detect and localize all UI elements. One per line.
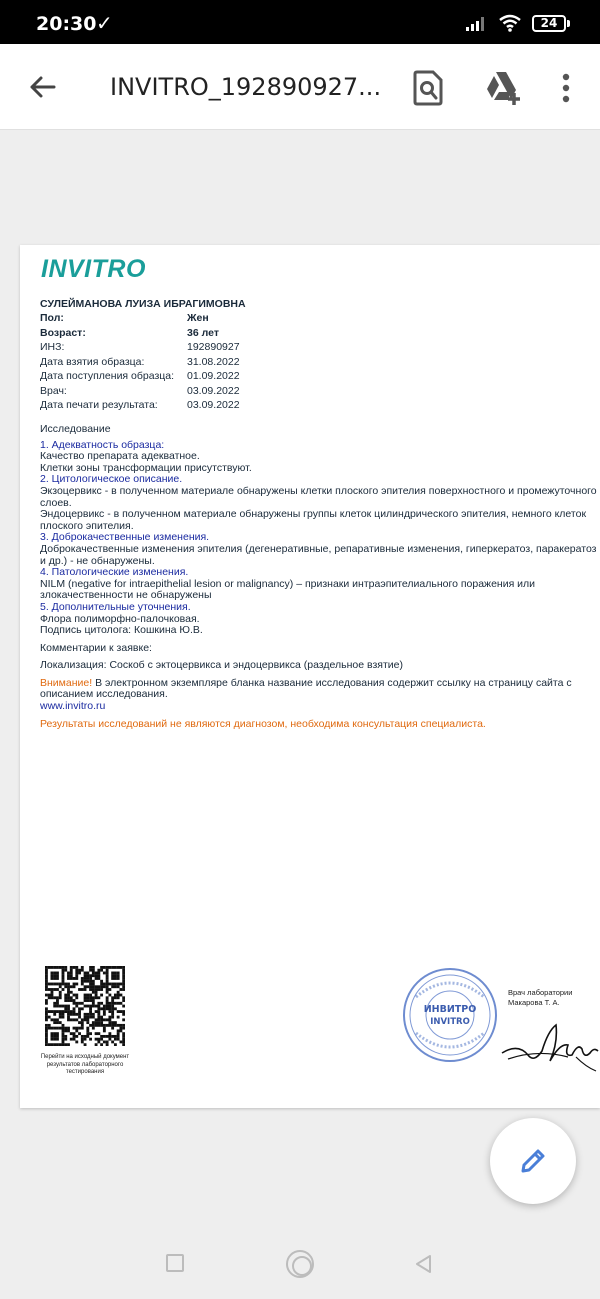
field-label: Дата печати результата: [40,399,158,411]
status-icons [466,14,570,32]
section-heading: 3. Доброкачественные изменения. [40,531,210,544]
status-time: 20:30 [36,13,97,35]
section-heading: 5. Дополнительные уточнения. [40,600,191,613]
section-heading: 1. Адекватность образца: [40,438,165,451]
field-row [40,326,380,341]
doctor-title: Врач лаборатории [508,988,573,997]
add-to-drive-button[interactable] [482,68,522,108]
patient-info [40,298,380,413]
add-to-drive-icon [482,68,522,108]
back-arrow-icon [22,67,62,107]
wifi-icon [498,14,522,32]
document-page [20,245,600,1108]
document-title: INVITRO_192890927... [110,73,382,101]
doctor-signature [498,1013,600,1073]
section-heading: 2. Цитологическое описание. [40,473,183,486]
field-value: Жен [187,312,209,324]
field-label: Врач: [40,384,67,397]
stamp-text: ИНВИТРО [423,1004,477,1015]
section-line: Доброкачественные изменения эпителия (дегенеративные, репаративные изменения, гиперкератоз, паракератоз и др.) - не обнаружены. [40,542,597,567]
field-row [40,398,380,413]
recent-apps-button[interactable] [166,1254,184,1272]
section-line: Качество препарата адекватное. [40,450,200,463]
field-row [40,311,380,326]
section-line: Экзоцервикс - в полученном материале обнаружены клетки плоского эпителия поверхностного и промежуточного слоев. [40,484,597,509]
qr-block [40,966,130,1077]
battery-level: 24 [532,15,566,32]
signal-icon [466,15,488,31]
stamp-text-latin: INVITRO [430,1017,470,1027]
field-label: Пол: [40,312,64,324]
study-label: Исследование [40,423,111,435]
patient-name: СУЛЕЙМАНОВА ЛУИЗА ИБРАГИМОВНА [40,298,246,310]
check-icon: ✓ [96,13,113,35]
qr-code[interactable] [45,966,125,1046]
localization: Локализация: Соскоб с эктоцервикса и эндоцервикса (раздельное взятие) [40,659,403,672]
edit-fab-button[interactable] [490,1118,576,1204]
field-row [40,355,380,370]
field-row [40,384,380,399]
more-vert-icon [552,68,580,108]
field-value: 01.09.2022 [187,370,240,382]
comments-label: Комментарии к заявке: [40,641,152,654]
attention-note [40,678,600,701]
website-link[interactable]: www.invitro.ru [40,700,106,713]
field-label: Дата поступления образца: [40,370,175,382]
battery-icon [532,15,570,32]
field-value: 03.09.2022 [187,399,240,411]
attention-word: Внимание! [40,676,93,689]
lab-stamp [402,967,498,1063]
field-value: 36 лет [187,326,219,339]
doctor-info [508,988,572,1008]
field-row [40,340,380,355]
field-row [40,369,380,384]
section-line: Подпись цитолога: Кошкина Ю.В. [40,624,203,637]
status-bar [0,0,600,44]
qr-caption: Перейти на исходный документ результатов лабораторного тестирования [40,1054,130,1075]
disclaimer: Результаты исследований не являются диагнозом, необходима консультация специалиста. [40,717,486,730]
section-line: Эндоцервикс - в полученном материале обнаружены группы клеток цилиндрического эпителия, немного клеток плоского эпителия. [40,508,587,532]
invitro-logo: INVITRO [41,255,146,283]
section-line: NILM (negative for intraepithelial lesion or malignancy) – признаки интраэпителиального поражения или злокачественности не обнаружены [40,577,536,602]
edit-pencil-icon [517,1145,549,1177]
section-line: Флора полиморфно-палочковая. [40,612,200,625]
attention-text: В электронном экземпляре бланка название исследования содержит ссылку на страницу сайта с описанием исследования. [40,676,572,701]
study-results [40,424,600,730]
field-value: 192890927 [187,341,240,353]
field-label: Дата взятия образца: [40,355,145,368]
field-value: 03.09.2022 [187,384,240,397]
section-line: Клетки зоны трансформации присутствуют. [40,461,252,474]
find-in-page-icon [409,68,447,108]
field-label: Возраст: [40,326,86,339]
back-button[interactable] [22,67,62,107]
more-options-button[interactable] [552,68,580,108]
home-button[interactable] [286,1250,314,1278]
doctor-name: Макарова Т. А. [508,998,560,1007]
field-value: 31.08.2022 [187,355,240,368]
find-in-document-button[interactable] [409,68,447,108]
app-bar [0,44,600,130]
system-back-button[interactable] [412,1253,434,1275]
section-heading: 4. Патологические изменения. [40,566,189,579]
field-label: ИНЗ: [40,341,65,353]
